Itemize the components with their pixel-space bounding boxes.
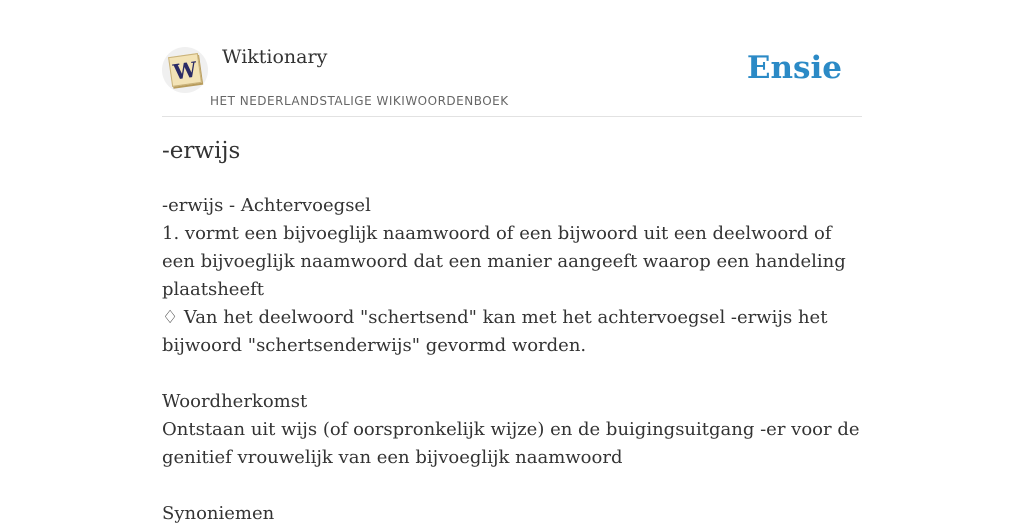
definition-item: 1. vormt een bijvoeglijk naamwoord of een bijwoord uit een deelwoord of een bijvoeglijk naamwoord dat een manier aangeeft waarop een handeling plaatsheeft xyxy=(162,223,846,300)
spacer xyxy=(162,360,862,388)
ensie-brand-link[interactable]: Ensie xyxy=(746,50,842,86)
site-subtitle: HET NEDERLANDSTALIGE WIKIWOORDENBOEK xyxy=(210,94,509,108)
wiktionary-logo-icon: W xyxy=(168,53,202,87)
synonyms-heading: Synoniemen xyxy=(162,503,275,524)
definition-content xyxy=(162,192,862,528)
etymology-heading: Woordherkomst xyxy=(162,391,308,412)
spacer xyxy=(162,472,862,500)
site-title: Wiktionary xyxy=(222,46,328,68)
page-container xyxy=(162,0,862,524)
page-title: -erwijs xyxy=(162,138,241,164)
wiktionary-logo-link[interactable] xyxy=(162,47,208,93)
definition-heading: -erwijs - Achtervoegsel xyxy=(162,195,371,216)
site-header xyxy=(162,0,862,117)
usage-example: ♢ Van het deelwoord "schertsend" kan met het achtervoegsel -erwijs het bijwoord "schertsenderwijs" gevormd worden. xyxy=(162,307,828,356)
etymology-text: Ontstaan uit wijs (of oorspronkelijk wijze) en de buigingsuitgang -er voor de genitief vrouwelijk van een bijvoeglijk naamwoord xyxy=(162,419,860,468)
